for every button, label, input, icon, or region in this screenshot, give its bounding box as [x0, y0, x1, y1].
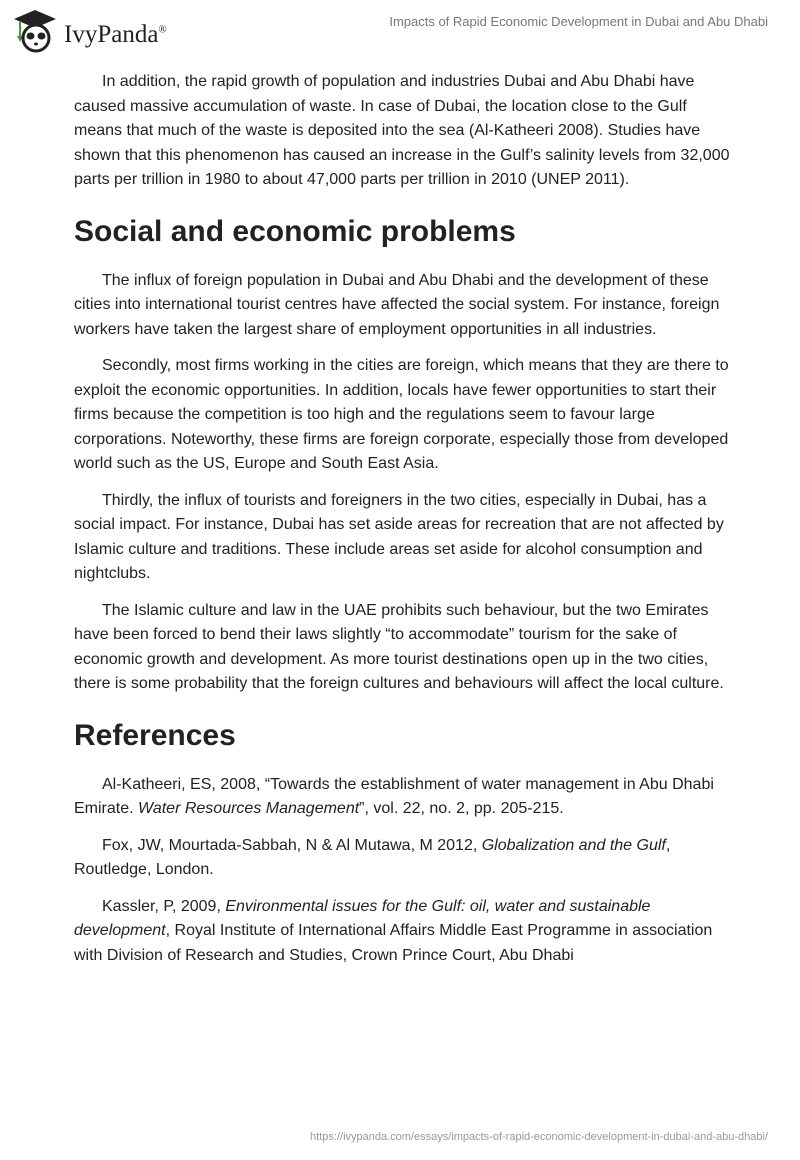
- paragraph: Secondly, most firms working in the cities are foreign, which means that they are there to exploit the economic opportunities. In addition, locals have fewer opportunities to start their firms because the competition is too high and the regulations seem to favour large corporations. Noteworthy, these firms are foreign corporate, especially those from developed world such as the US, Europe and South East Asia.: [74, 357, 729, 472]
- page-header: [0, 0, 800, 60]
- panda-graduate-icon: [12, 8, 58, 54]
- reference-text: Al-Katheeri, ES, 2008, “Towards the establishment of water management in Abu Dhabi Emirate.: [74, 775, 714, 817]
- reference-title: Environmental issues for the Gulf: oil, water and sustainable development: [74, 897, 651, 939]
- reference-text: Kassler, P, 2009,: [102, 897, 226, 915]
- reference-title: Globalization and the Gulf: [481, 836, 666, 854]
- reference-text: ”, vol. 22, no. 2, pp. 205-215.: [359, 800, 564, 817]
- registered-mark: ®: [158, 23, 167, 36]
- logo-text: IvyPanda: [64, 21, 159, 48]
- paragraph: In addition, the rapid growth of population and industries Dubai and Abu Dhabi have caused massive accumulation of waste. In case of Dubai, the location close to the Gulf means that much of the waste is deposited into the sea (Al-Katheeri 2008). Studies have shown that this phenomenon has caused an increase in the Gulf’s salinity levels from 32,000 parts per trillion in 1980 to about 47,000 parts per trillion in 2010 (UNEP 2011).: [74, 73, 730, 188]
- section-heading-social: Social and economic problems: [74, 214, 516, 248]
- essay-content: [74, 70, 730, 980]
- reference-text: , Routledge, London.: [74, 836, 671, 878]
- section-heading-references: References: [74, 718, 236, 752]
- ivypanda-logo[interactable]: [12, 8, 167, 54]
- reference-item: [74, 773, 730, 822]
- document-title: Impacts of Rapid Economic Development in Dubai and Abu Dhabi: [389, 14, 768, 29]
- reference-text: , Royal Institute of International Affairs Middle East Programme in association with Division of Research and Studies, Crown Prince Court, Abu Dhabi: [74, 922, 713, 964]
- source-url[interactable]: https://ivypanda.com/essays/impacts-of-rapid-economic-development-in-dubai-and-abu-dhabi/: [310, 1131, 768, 1143]
- paragraph: The influx of foreign population in Dubai and Abu Dhabi and the development of these cities into international tourist centres have affected the social system. For instance, foreign workers have taken the largest share of employment opportunities in all industries.: [74, 271, 720, 338]
- reference-item: [74, 834, 730, 883]
- reference-title: Water Resources Management: [138, 800, 360, 817]
- paragraph: Thirdly, the influx of tourists and foreigners in the two cities, especially in Dubai, has a social impact. For instance, Dubai has set aside areas for recreation that are not affected by Islamic culture and traditions. These include areas set aside for alcohol consumption and nightclubs.: [74, 491, 724, 582]
- reference-text: Fox, JW, Mourtada-Sabbah, N & Al Mutawa, M 2012,: [102, 836, 482, 854]
- paragraph: The Islamic culture and law in the UAE prohibits such behaviour, but the two Emirates have been forced to bend their laws slightly “to accommodate” tourism for the sake of economic growth and development. As more tourist destinations open up in the two cities, there is some probability that the foreign cultures and behaviours will affect the local culture.: [74, 601, 724, 692]
- reference-item: [74, 895, 730, 969]
